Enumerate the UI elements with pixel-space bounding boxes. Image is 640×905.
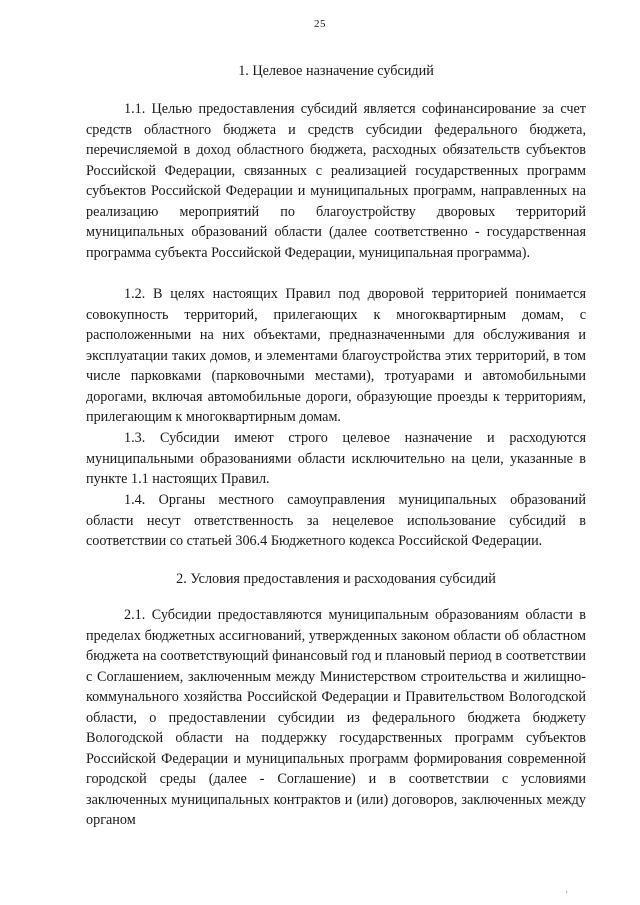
section-1-heading: 1. Целевое назначение субсидий: [238, 63, 434, 79]
page-number: 25: [314, 18, 326, 30]
corner-mark: ': [566, 890, 568, 899]
paragraph-1-4: 1.4. Органы местного самоуправления муниципальных образований области несут ответственность за нецелевое использование субсидий в соответствии со статьей 306.4 Бюджетного кодекса Российской Федерации.: [86, 492, 586, 550]
section-2-heading: 2. Условия предоставления и расходования субсидий: [176, 571, 496, 587]
paragraph-1-2: 1.2. В целях настоящих Правил под дворовой территорией понимается совокупность территорий, прилегающих к многоквартирным домам, с расположенными на них объектами, предназначенными для обслуживания и эксплуатации таких домов, и элементами благоустройства этих территорий, в том числе парковками (парковочными местами), тротуарами и автомобильными дорогами, включая автомобильные дороги, образующие проезды к территориям, прилегающим к многоквартирным домам.: [86, 286, 586, 426]
paragraph-1-3: 1.3. Субсидии имеют строго целевое назначение и расходуются муниципальными образованиями области исключительно на цели, указанные в пункте 1.1 настоящих Правил.: [86, 430, 586, 488]
paragraph-2-1: 2.1. Субсидии предоставляются муниципальным образованиям области в пределах бюджетных ассигнований, утвержденных законом области об областном бюджета на соответствующий финансовый год и плановый период в соответствии с Соглашением, заключенным между Министерством строительства и жилищно-коммунального хозяйства Российской Федерации и Правительством Вологодской области, о предоставлении субсидии из федерального бюджета бюджету Вологодской области на поддержку государственных программ субъектов Российской Федерации и муниципальных программ формирования современной городской среды (далее - Соглашение) и в соответствии с условиями заключенных муниципальных контрактов и (или) договоров, заключенных между органом: [86, 607, 586, 829]
paragraph-1-1: 1.1. Целью предоставления субсидий является софинансирование за счет средств областного бюджета и средств субсидии федерального бюджета, перечисляемой в доход областного бюджета, расходных обязательств субъектов Российской Федерации, связанных с реализацией государственных программ субъектов Российской Федерации и муниципальных программ, направленных на реализацию мероприятий по благоустройству дворовых территорий муниципальных образований области (далее соответственно - государственная программа субъекта Российской Федерации, муниципальная программа).: [86, 101, 586, 261]
